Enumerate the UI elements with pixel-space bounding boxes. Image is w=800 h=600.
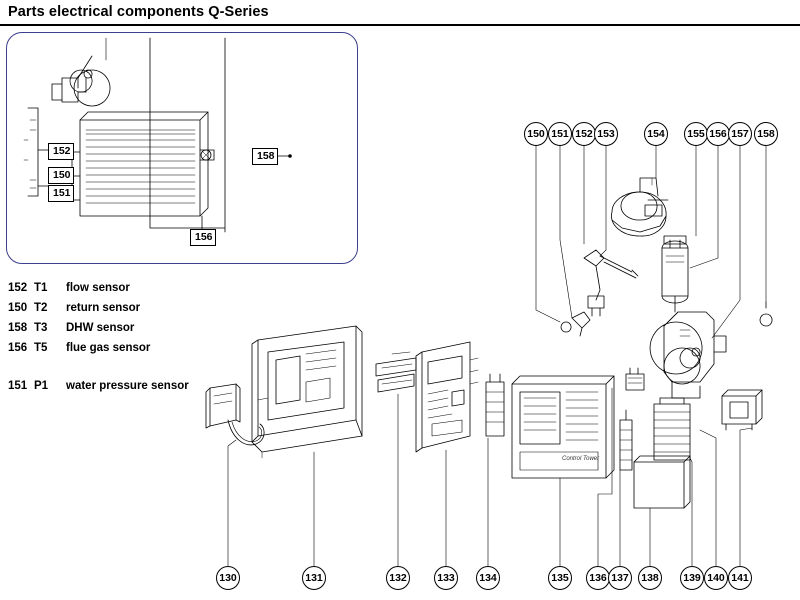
- callout-135[interactable]: 135: [548, 566, 572, 590]
- legend-tag: T1: [34, 282, 48, 294]
- callout-131[interactable]: 131: [302, 566, 326, 590]
- legend-number: 156: [8, 342, 28, 354]
- callout-154[interactable]: 154: [644, 122, 668, 146]
- legend-tag: T5: [34, 342, 48, 354]
- inset-label-151[interactable]: 151: [48, 185, 74, 202]
- callout-153[interactable]: 153: [594, 122, 618, 146]
- legend-number: 158: [8, 322, 28, 334]
- legend-row: [8, 376, 268, 396]
- inset-label-150[interactable]: 150: [48, 167, 74, 184]
- callout-130[interactable]: 130: [216, 566, 240, 590]
- legend-row: [8, 278, 268, 298]
- page-title: Parts electrical components Q-Series: [8, 4, 269, 20]
- legend-row: [8, 338, 268, 358]
- callout-152[interactable]: 152: [572, 122, 596, 146]
- callout-155[interactable]: 155: [684, 122, 708, 146]
- legend-tag: T3: [34, 322, 48, 334]
- title-divider: [0, 24, 800, 26]
- legend-description: flow sensor: [66, 282, 130, 294]
- callout-133[interactable]: 133: [434, 566, 458, 590]
- legend-description: DHW sensor: [66, 322, 135, 334]
- callout-138[interactable]: 138: [638, 566, 662, 590]
- inset-label-158[interactable]: 158: [252, 148, 278, 165]
- legend-number: 150: [8, 302, 28, 314]
- callout-151[interactable]: 151: [548, 122, 572, 146]
- callout-136[interactable]: 136: [586, 566, 610, 590]
- callout-132[interactable]: 132: [386, 566, 410, 590]
- callout-156[interactable]: 156: [706, 122, 730, 146]
- callout-134[interactable]: 134: [476, 566, 500, 590]
- legend-tag: P1: [34, 380, 49, 392]
- legend-tag: T2: [34, 302, 48, 314]
- callout-158[interactable]: 158: [754, 122, 778, 146]
- legend: [8, 278, 268, 396]
- legend-row: [8, 318, 268, 338]
- callout-139[interactable]: 139: [680, 566, 704, 590]
- legend-description: return sensor: [66, 302, 141, 314]
- callout-157[interactable]: 157: [728, 122, 752, 146]
- callout-137[interactable]: 137: [608, 566, 632, 590]
- inset-label-152[interactable]: 152: [48, 143, 74, 160]
- legend-row: [8, 298, 268, 318]
- callout-141[interactable]: 141: [728, 566, 752, 590]
- callout-140[interactable]: 140: [704, 566, 728, 590]
- callout-150[interactable]: 150: [524, 122, 548, 146]
- inset-label-156[interactable]: 156: [190, 229, 216, 246]
- legend-number: 152: [8, 282, 28, 294]
- legend-description: flue gas sensor: [66, 342, 151, 354]
- control-tower-label: Control Tower: [562, 456, 600, 462]
- legend-number: 151: [8, 380, 28, 392]
- legend-description: water pressure sensor: [66, 380, 189, 392]
